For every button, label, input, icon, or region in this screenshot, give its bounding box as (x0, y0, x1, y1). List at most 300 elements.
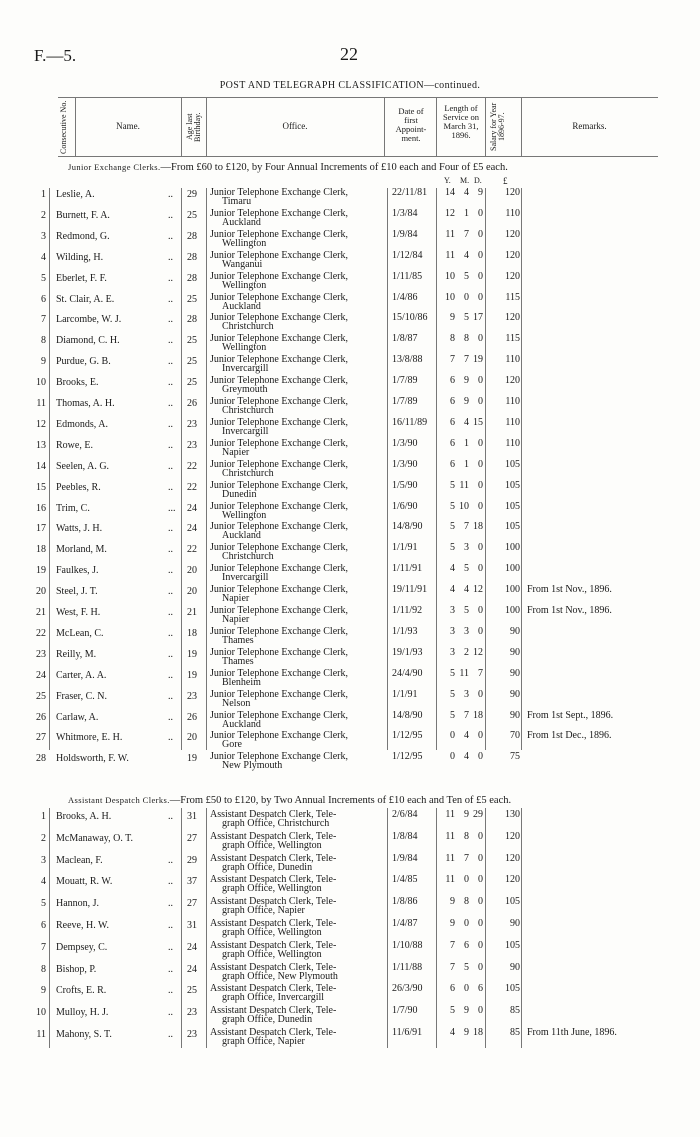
office-location: graph Office, New Plymouth (222, 970, 338, 982)
office-location: graph Office, Napier (222, 905, 305, 917)
service-years: 5 (450, 1005, 455, 1017)
appointment-date: 1/11/85 (392, 270, 423, 282)
leader-dots: .. (168, 1029, 173, 1040)
table-row (0, 627, 700, 647)
name-cell (56, 295, 114, 305)
appointment-date: 13/8/88 (392, 354, 423, 366)
table-row (0, 875, 700, 895)
header-bottom-rule (58, 156, 658, 157)
appointment-date: 1/8/87 (392, 333, 418, 345)
salary-cell: 120 (505, 874, 520, 886)
office-location: Auckland (222, 530, 261, 542)
employee-name: Thomas, A. H. (56, 398, 115, 409)
office-location: Wellington (222, 237, 267, 249)
appointment-date: 1/7/89 (392, 375, 418, 387)
service-months: 4 (464, 730, 469, 742)
service-days: 19 (473, 354, 483, 366)
service-months: 10 (459, 500, 469, 512)
office-cell: Junior Telephone Exchange Clerk, (210, 521, 348, 533)
row-number: 12 (36, 418, 46, 430)
office-location: Auckland (222, 300, 261, 312)
section-scale: —From £60 to £120, by Four Annual Increments of £10 each and Four of £5 each. (160, 162, 508, 173)
office-location: graph Office, Christchurch (222, 818, 330, 829)
table-row (0, 439, 700, 459)
leader-dots: .. (168, 711, 173, 723)
table-row (0, 606, 700, 626)
table-row (0, 313, 700, 333)
service-months: 1 (464, 207, 469, 219)
row-number: 4 (41, 876, 46, 888)
service-days: 0 (478, 291, 483, 303)
name-cell (56, 754, 129, 764)
appointment-date: 1/9/84 (392, 228, 418, 240)
row-number: 17 (36, 523, 46, 535)
employee-name: Brooks, A. H. (56, 811, 112, 822)
service-years: 5 (450, 709, 455, 721)
name-cell (56, 462, 109, 472)
leader-dots: .. (168, 690, 173, 702)
name-cell (56, 650, 96, 660)
table-row (0, 1006, 700, 1026)
row-number: 16 (36, 502, 46, 514)
name-cell (56, 274, 107, 284)
employee-name: Reeve, H. W. (56, 920, 110, 931)
appointment-date: 1/3/84 (392, 207, 418, 219)
table-row (0, 188, 700, 208)
name-cell (56, 211, 110, 221)
office-location: Dunedin (222, 488, 257, 500)
salary-cell: 120 (505, 312, 520, 324)
office-location: graph Office, Dunedin (222, 861, 313, 873)
appointment-date: 11/6/91 (392, 1027, 423, 1038)
office-cell: Junior Telephone Exchange Clerk, (210, 688, 348, 700)
leader-dots: .. (168, 523, 173, 535)
service-months: 1 (464, 458, 469, 470)
salary-cell: 100 (505, 563, 520, 575)
salary-cell: 105 (505, 521, 520, 533)
service-days: 0 (478, 852, 483, 864)
service-days: 0 (478, 437, 483, 449)
employee-name: St. Clair, A. E. (56, 293, 115, 305)
name-cell (56, 232, 110, 242)
name-cell (56, 965, 96, 975)
employee-name: Peebles, R. (56, 481, 101, 493)
age-cell: 25 (187, 356, 197, 368)
service-months: 7 (464, 521, 469, 533)
age-cell: 26 (187, 711, 197, 723)
service-years: 5 (450, 521, 455, 533)
service-days: 0 (478, 333, 483, 345)
service-days: 0 (478, 228, 483, 240)
leader-dots: .. (168, 627, 173, 639)
salary-cell: 85 (510, 1027, 520, 1038)
service-days: 0 (478, 396, 483, 407)
row-number: 5 (41, 898, 46, 910)
service-days: 17 (473, 312, 483, 324)
row-number: 25 (36, 690, 46, 702)
age-cell: 19 (187, 753, 197, 765)
office-location: Thames (222, 634, 254, 646)
office-cell: Junior Telephone Exchange Clerk, (210, 667, 348, 679)
service-days: 0 (478, 1005, 483, 1017)
service-days: 0 (478, 730, 483, 742)
service-years: 3 (450, 625, 455, 637)
employee-name: Redmond, G. (56, 230, 110, 242)
row-number: 13 (36, 439, 46, 451)
name-cell (56, 1030, 112, 1040)
age-cell: 28 (187, 314, 197, 326)
salary-cell: 105 (505, 500, 520, 512)
salary-cell: 120 (505, 852, 520, 864)
office-cell: Assistant Despatch Clerk, Tele- (210, 830, 337, 842)
row-number: 1 (41, 811, 46, 822)
employee-name: Purdue, G. B. (56, 356, 111, 368)
table-row (0, 963, 700, 983)
appointment-date: 1/5/90 (392, 479, 418, 491)
service-months: 7 (464, 852, 469, 864)
age-cell: 19 (187, 669, 197, 681)
service-days: 0 (478, 625, 483, 637)
name-cell (56, 504, 90, 514)
row-number: 2 (41, 832, 46, 844)
employee-name: Bishop, P. (56, 963, 97, 975)
employee-name: Diamond, C. H. (56, 335, 120, 347)
employee-name: Watts, J. H. (56, 523, 103, 535)
office-location: Christchurch (222, 551, 274, 563)
service-days: 0 (478, 939, 483, 951)
appointment-date: 1/11/91 (392, 563, 423, 575)
appointment-date: 14/8/90 (392, 521, 423, 533)
name-cell (56, 190, 95, 200)
service-months: 9 (464, 809, 469, 820)
service-days: 0 (478, 500, 483, 512)
age-cell: 20 (187, 732, 197, 744)
table-row (0, 941, 700, 961)
age-cell: 31 (187, 920, 197, 931)
table-row (0, 355, 700, 375)
leader-dots: .. (168, 418, 173, 430)
service-years: 6 (450, 437, 455, 449)
office-location: New Plymouth (222, 760, 283, 772)
service-years: 6 (450, 458, 455, 470)
appointment-date: 1/12/95 (392, 751, 423, 763)
salary-cell: 120 (505, 249, 520, 261)
appointment-date: 15/10/86 (392, 312, 428, 324)
row-number: 6 (41, 920, 46, 931)
office-location: Christchurch (222, 321, 274, 333)
leader-dots: .. (168, 811, 173, 822)
remarks-cell: From 1st Nov., 1896. (527, 584, 612, 596)
office-cell: Junior Telephone Exchange Clerk, (210, 354, 348, 366)
name-cell (56, 834, 133, 844)
office-cell: Junior Telephone Exchange Clerk, (210, 270, 348, 282)
salary-cell: 120 (505, 830, 520, 842)
service-months: 0 (464, 291, 469, 303)
service-years: 6 (450, 983, 455, 995)
age-cell: 24 (187, 523, 197, 535)
service-months: 7 (464, 228, 469, 240)
table-row (0, 897, 700, 917)
age-cell: 27 (187, 898, 197, 910)
leader-dots: .. (168, 648, 173, 660)
appointment-date: 1/6/90 (392, 500, 418, 512)
age-cell: 25 (187, 985, 197, 997)
service-days: 0 (478, 479, 483, 491)
office-cell: Junior Telephone Exchange Clerk, (210, 375, 348, 387)
salary-cell: 105 (505, 983, 520, 995)
salary-cell: 120 (505, 270, 520, 282)
leader-dots: .. (168, 189, 173, 200)
employee-name: Crofts, E. R. (56, 985, 107, 997)
service-months: 5 (464, 605, 469, 616)
age-cell: 24 (187, 502, 197, 514)
office-location: Napier (222, 593, 250, 605)
header-divider (485, 97, 486, 156)
age-cell: 28 (187, 230, 197, 242)
page-number: 22 (340, 44, 358, 64)
service-months: 0 (464, 983, 469, 995)
name-cell (56, 877, 112, 887)
appointment-date: 1/1/91 (392, 542, 418, 554)
service-years: 5 (450, 667, 455, 679)
appointment-date: 16/11/89 (392, 416, 428, 428)
row-number: 9 (41, 985, 46, 997)
service-days: 0 (478, 605, 483, 616)
office-location: Auckland (222, 216, 261, 228)
office-location: Wellington (222, 279, 267, 291)
service-days: 29 (473, 809, 483, 820)
service-days: 0 (478, 961, 483, 973)
table-row (0, 418, 700, 438)
table-row (0, 334, 700, 354)
office-cell: Assistant Despatch Clerk, Tele- (210, 809, 337, 820)
office-cell: Junior Telephone Exchange Clerk, (210, 458, 348, 470)
age-cell: 18 (187, 627, 197, 639)
salary-cell: 90 (510, 646, 520, 658)
service-years: 12 (445, 207, 455, 219)
service-years: 8 (450, 333, 455, 345)
salary-cell: 105 (505, 458, 520, 470)
office-location: graph Office, Wellington (222, 948, 322, 960)
salary-cell: 115 (505, 333, 520, 345)
employee-name: Hannon, J. (56, 898, 100, 910)
service-months: 9 (464, 1027, 469, 1038)
leader-dots: .. (168, 481, 173, 493)
appointment-date: 22/11/81 (392, 187, 428, 198)
service-months: 5 (464, 961, 469, 973)
leader-dots: .. (168, 209, 173, 221)
age-cell: 28 (187, 272, 197, 284)
age-cell: 25 (187, 377, 197, 389)
table-row (0, 648, 700, 668)
remarks-cell: From 1st Sept., 1896. (527, 709, 614, 721)
age-cell: 26 (187, 398, 197, 409)
office-location: Wellington (222, 342, 267, 354)
col-header-date-appointment: Date of first Appoint- ment. (395, 106, 427, 143)
table-row (0, 522, 700, 542)
service-days: 0 (478, 458, 483, 470)
service-years: 5 (450, 542, 455, 554)
age-cell: 23 (187, 1007, 197, 1019)
office-cell: Junior Telephone Exchange Clerk, (210, 605, 348, 616)
office-cell: Junior Telephone Exchange Clerk, (210, 291, 348, 303)
salary-cell: 105 (505, 479, 520, 491)
row-number: 5 (41, 272, 46, 284)
service-months: 7 (464, 709, 469, 721)
leader-dots: .. (168, 460, 173, 472)
age-cell: 31 (187, 811, 197, 822)
service-years: 6 (450, 396, 455, 407)
office-cell: Assistant Despatch Clerk, Tele- (210, 939, 337, 951)
row-number: 14 (36, 460, 46, 472)
row-number: 6 (41, 293, 46, 305)
service-years: 7 (450, 354, 455, 366)
table-row (0, 752, 700, 772)
row-number: 21 (36, 607, 46, 618)
table-row (0, 251, 700, 271)
name-cell (56, 399, 115, 409)
age-cell: 37 (187, 876, 197, 888)
col-header-length-service: Length of Service on March 31, 1896. (442, 103, 480, 140)
leader-dots: .. (168, 941, 173, 953)
leader-dots: .. (168, 335, 173, 347)
table-row (0, 854, 700, 874)
employee-name: Fraser, C. N. (56, 690, 107, 702)
service-months: 8 (464, 333, 469, 345)
service-months: 6 (464, 939, 469, 951)
row-number: 7 (41, 941, 46, 953)
section-heading-junior-exchange-clerks (68, 162, 508, 173)
salary-cell: 90 (510, 688, 520, 700)
salary-cell: 90 (510, 918, 520, 929)
service-days: 18 (473, 709, 483, 721)
age-cell: 23 (187, 1029, 197, 1040)
name-cell (56, 441, 93, 451)
service-years: 0 (450, 730, 455, 742)
row-number: 23 (36, 648, 46, 660)
age-cell: 21 (187, 607, 197, 618)
office-cell: Junior Telephone Exchange Clerk, (210, 584, 348, 596)
service-years: 9 (450, 312, 455, 324)
name-cell (56, 1008, 108, 1018)
row-number: 15 (36, 481, 46, 493)
office-cell: Junior Telephone Exchange Clerk, (210, 646, 348, 658)
service-years: 11 (445, 228, 455, 240)
name-cell (56, 899, 99, 909)
row-number: 8 (41, 335, 46, 347)
appointment-date: 1/7/90 (392, 1005, 418, 1017)
salary-cell: 115 (505, 291, 520, 303)
service-months: 2 (464, 646, 469, 658)
col-header-age: Age last Birthday. (185, 112, 202, 142)
name-cell (56, 629, 104, 639)
employee-name: Maclean, F. (56, 854, 103, 866)
service-days: 0 (478, 874, 483, 886)
service-months: 4 (464, 187, 469, 198)
office-cell: Assistant Despatch Clerk, Tele- (210, 918, 337, 929)
office-location: graph Office, Wellington (222, 883, 322, 895)
service-months: 0 (464, 918, 469, 929)
service-days: 0 (478, 563, 483, 575)
employee-name: Whitmore, E. H. (56, 732, 123, 744)
office-cell: Junior Telephone Exchange Clerk, (210, 187, 348, 198)
appointment-date: 1/4/86 (392, 291, 418, 303)
service-months: 8 (464, 830, 469, 842)
employee-name: Faulkes, J. (56, 565, 99, 577)
leader-dots: .. (168, 607, 173, 618)
name-cell (56, 566, 99, 576)
leader-dots: .. (168, 272, 173, 284)
office-location: graph Office, Dunedin (222, 1014, 313, 1026)
section-heading-assistant-despatch-clerks (68, 795, 511, 806)
service-months: 9 (464, 1005, 469, 1017)
name-cell (56, 378, 99, 388)
leader-dots: .. (168, 398, 173, 409)
table-row (0, 502, 700, 522)
name-cell (56, 921, 109, 931)
leader-dots: .. (168, 439, 173, 451)
leader-dots: .. (168, 586, 173, 598)
service-months: 9 (464, 396, 469, 407)
service-months: 8 (464, 896, 469, 908)
row-number: 20 (36, 586, 46, 598)
salary-cell: 110 (505, 207, 520, 219)
office-location: Nelson (222, 697, 251, 709)
employee-name: Reilly, M. (56, 648, 97, 660)
appointment-date: 1/3/90 (392, 458, 418, 470)
appointment-date: 1/11/88 (392, 961, 423, 973)
name-cell (56, 713, 98, 723)
leader-dots: .. (168, 985, 173, 997)
service-days: 0 (478, 249, 483, 261)
office-cell: Assistant Despatch Clerk, Tele- (210, 874, 337, 886)
age-cell: 20 (187, 586, 197, 598)
service-years: 11 (445, 249, 455, 261)
table-row (0, 564, 700, 584)
row-number: 1 (41, 189, 46, 200)
service-months: 7 (464, 354, 469, 366)
office-location: Napier (222, 446, 250, 458)
employee-name: Burnett, F. A. (56, 209, 110, 221)
office-location: Napier (222, 614, 250, 625)
leader-dots: .. (168, 732, 173, 744)
name-cell (56, 812, 111, 822)
appointment-date: 1/9/84 (392, 852, 418, 864)
section-scale: —From £50 to £120, by Two Annual Increments of £10 each and Ten of £5 each. (169, 795, 512, 806)
leader-dots: .. (168, 251, 173, 263)
salary-cell: 90 (510, 625, 520, 637)
row-number: 3 (41, 230, 46, 242)
table-row (0, 460, 700, 480)
service-years: 5 (450, 479, 455, 491)
office-cell: Junior Telephone Exchange Clerk, (210, 312, 348, 324)
salary-cell: 120 (505, 228, 520, 240)
leader-dots: .. (168, 314, 173, 326)
employee-name: Edmonds, A. (56, 418, 108, 430)
service-months: 4 (464, 584, 469, 596)
table-row (0, 984, 700, 1004)
salary-cell: 100 (505, 542, 520, 554)
leader-dots: .. (168, 920, 173, 931)
age-cell: 27 (187, 832, 197, 844)
table-row (0, 397, 700, 417)
salary-cell: 100 (505, 605, 520, 616)
office-cell: Assistant Despatch Clerk, Tele- (210, 983, 337, 995)
col-header-remarks: Remarks. (572, 121, 607, 131)
office-cell: Junior Telephone Exchange Clerk, (210, 228, 348, 240)
table-row (0, 731, 700, 751)
age-cell: 23 (187, 418, 197, 430)
